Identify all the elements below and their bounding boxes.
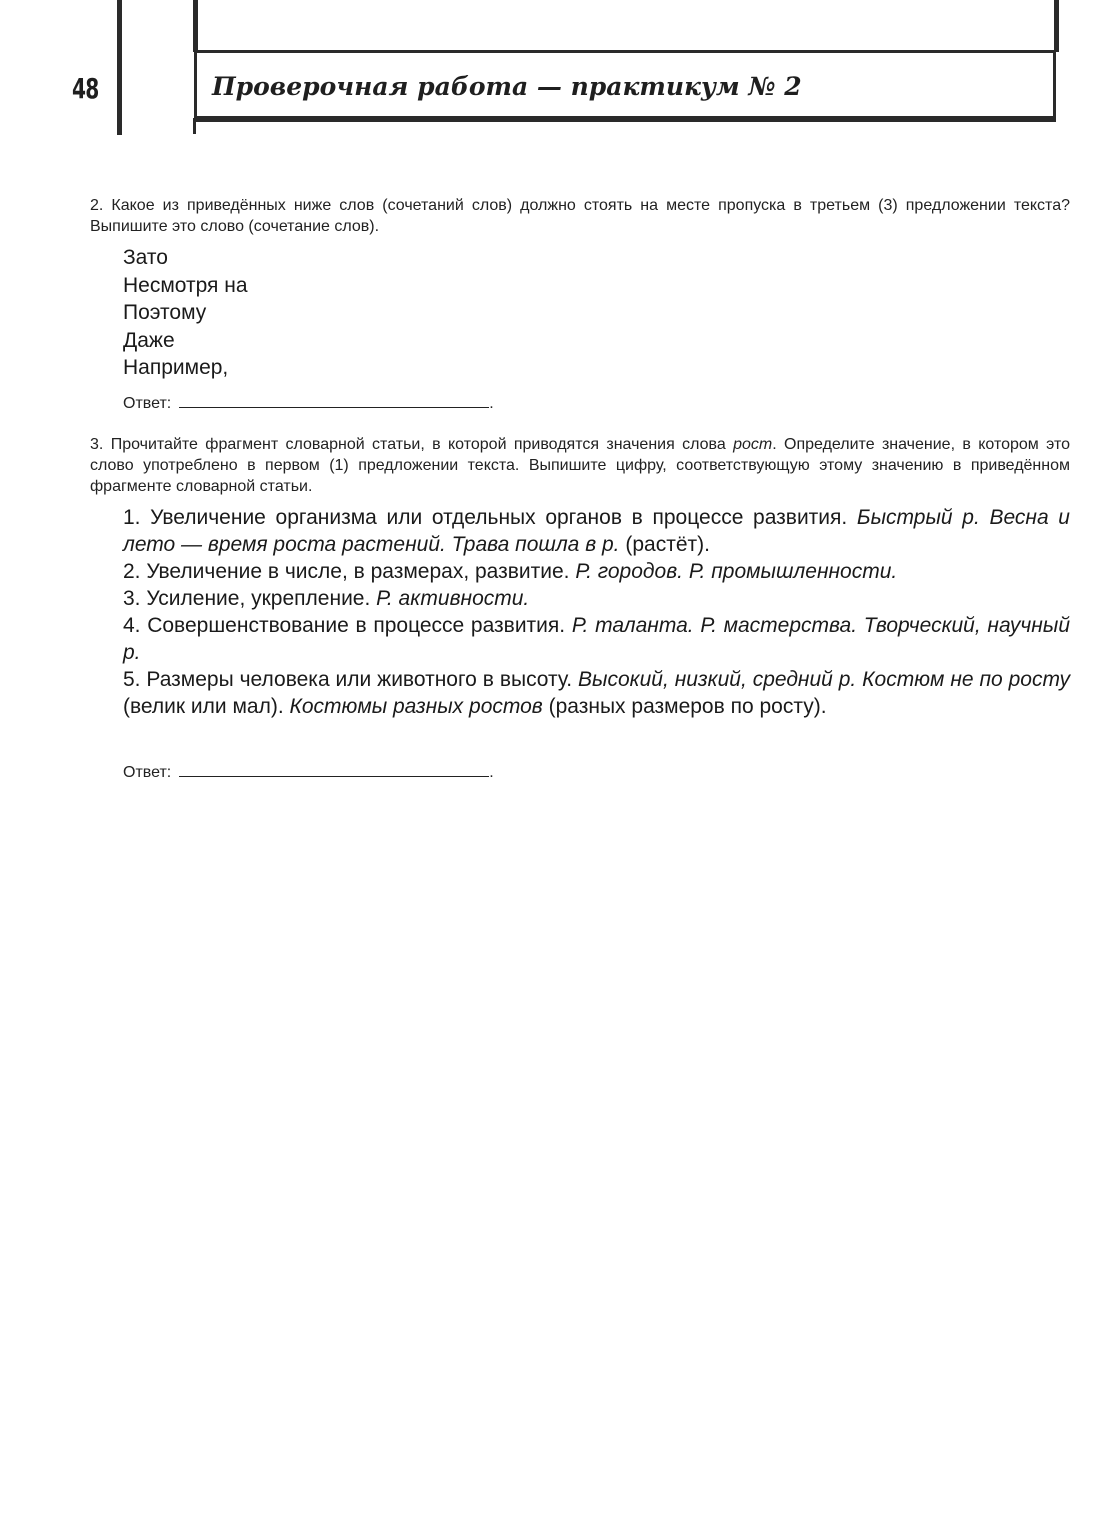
option-item: Даже (123, 328, 175, 352)
entry-example: Костюмы разных ростов (289, 695, 543, 718)
option-item: Зато (123, 246, 168, 269)
entry-note: (велик или мал). (123, 695, 290, 718)
entry-definition: 3. Усиление, укрепление. (123, 587, 377, 610)
entry-definition: 2. Увеличение в числе, в размерах, развитие. (123, 560, 576, 583)
question-2-text: 2. Какое из приведённых ниже слов (сочетаний слов) должно стоять на месте пропуска в третьем (3) предложении текста? Выпишите это слово (сочетание слов). (90, 197, 1070, 235)
question-3-text-after: . Определите значение, в котором это слово употреблено в первом (1) предложении текста. Выпишите цифру, соответствующую этому значению в приведённом фрагменте словарной статьи. (90, 436, 1071, 495)
entry-note: (растёт). (619, 533, 710, 556)
dictionary-entries (123, 504, 1070, 720)
header-frame-right-rule (1054, 0, 1059, 52)
dictionary-entry-1 (123, 504, 1070, 558)
entry-example: Р. городов. Р. промышленности. (575, 560, 898, 583)
answer-end: . (489, 395, 494, 412)
dictionary-entry-4 (123, 612, 1070, 666)
dictionary-entry-3 (123, 585, 1070, 612)
question-3-text (90, 434, 1070, 497)
option-item: Несмотря на (123, 273, 248, 297)
question-2-options (123, 244, 248, 382)
question-2-answer (123, 393, 494, 413)
answer-blank-line[interactable] (179, 393, 489, 408)
question-3-word: рост (733, 436, 773, 453)
entry-definition: 4. Совершенствование в процессе развития. (123, 614, 572, 637)
header-frame-left-rule (193, 0, 198, 52)
entry-example: Быстрый р. Весна и лето — время роста растений. Трава пошла в р. (123, 506, 1070, 556)
question-3-answer (123, 762, 494, 782)
dictionary-entry-2 (123, 558, 1070, 585)
option-item: Поэтому (123, 301, 207, 324)
page-number: 48 (72, 72, 99, 105)
answer-label: Ответ: (123, 764, 172, 781)
entry-example: Р. таланта. Р. мастерства. Творческий, научный р. (123, 614, 1070, 664)
entry-definition: 5. Размеры человека или животного в высоту. (123, 668, 579, 691)
entry-definition: 1. Увеличение организма или отдельных органов в процессе развития. (123, 506, 857, 529)
left-margin-rule (117, 0, 122, 135)
question-3-text-before: 3. Прочитайте фрагмент словарной статьи, в которой приводятся значения слова (90, 436, 734, 453)
header-frame-tick (193, 118, 196, 134)
entry-note: (разных размеров по росту). (542, 695, 827, 718)
entry-example: Р. активности. (376, 587, 530, 610)
page-title: Проверочная работа — практикум № 2 (212, 72, 802, 101)
answer-label: Ответ: (123, 395, 172, 412)
entry-example: Высокий, низкий, средний р. Костюм не по росту (578, 668, 1071, 691)
dictionary-entry-5 (123, 666, 1070, 720)
option-item: Например, (123, 356, 229, 379)
answer-blank-line[interactable] (179, 762, 489, 777)
answer-end: . (489, 764, 494, 781)
